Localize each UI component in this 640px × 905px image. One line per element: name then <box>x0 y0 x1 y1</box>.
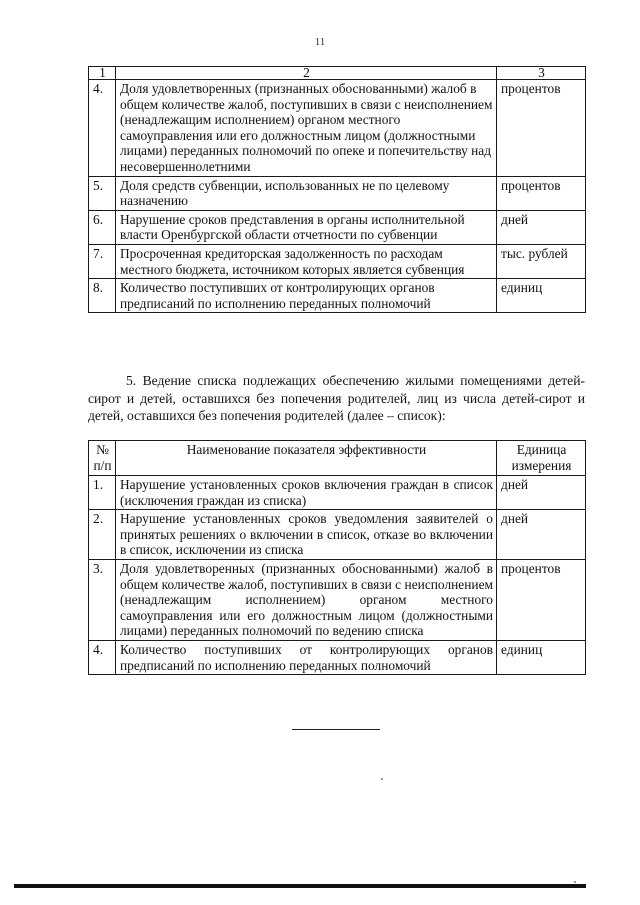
end-separator-line <box>292 729 380 730</box>
column-number-3: 3 <box>497 67 586 80</box>
table-row <box>89 476 586 510</box>
row-number: 4. <box>89 80 116 177</box>
table-row <box>89 559 586 640</box>
table-row <box>89 176 586 210</box>
row-number: 2. <box>89 510 116 560</box>
table-row <box>89 80 586 177</box>
row-indicator-text: Количество поступивших от контролирующих органов предписаний по исполнению переданных полномочий <box>116 640 497 674</box>
header-indicator-name: Наименование показателя эффективности <box>116 441 497 476</box>
page-number: 11 <box>314 36 326 48</box>
row-number: 4. <box>89 640 116 674</box>
row-unit: дней <box>497 510 586 560</box>
row-unit: процентов <box>497 176 586 210</box>
row-unit: процентов <box>497 559 586 640</box>
table-header-row <box>89 441 586 476</box>
column-number-1: 1 <box>89 67 116 80</box>
row-unit: дней <box>497 210 586 244</box>
row-number: 3. <box>89 559 116 640</box>
housing-list-indicators-table <box>88 440 586 675</box>
row-indicator-text: Нарушение установленных сроков включения граждан в список (исключения граждан из списка) <box>116 476 497 510</box>
header-unit: Единица измерения <box>497 441 586 476</box>
row-number: 1. <box>89 476 116 510</box>
section-5-paragraph: 5. Ведение списка подлежащих обеспечению жилыми помещениями детей-сирот и детей, оставшихся без попечения родителей, лиц из числа детей-сирот и детей, оставшихся без попечения родителей (далее – список): <box>88 373 585 423</box>
row-indicator-text: Нарушение сроков представления в органы исполнительной власти Оренбургской области отчетности по субвенции <box>116 210 497 244</box>
row-indicator-text: Доля средств субвенции, использованных не по целевому назначению <box>116 176 497 210</box>
scan-speck <box>381 778 383 780</box>
table-row <box>89 510 586 560</box>
scan-speck <box>574 881 576 883</box>
row-number: 5. <box>89 176 116 210</box>
row-unit: тыс. рублей <box>497 244 586 278</box>
table-row <box>89 244 586 278</box>
row-unit: дней <box>497 476 586 510</box>
row-number: 6. <box>89 210 116 244</box>
row-indicator-text: Доля удовлетворенных (признанных обоснованными) жалоб в общем количестве жалоб, поступивших в связи с неисполнением (ненадлежащим исполнением) органом местного самоуправления или его должностным лицом (должностными лицами) переданных полномочий по опеке и попечительству над несовершеннолетними <box>116 80 497 177</box>
row-indicator-text: Количество поступивших от контролирующих органов предписаний по исполнению переданных полномочий <box>116 279 497 313</box>
row-unit: процентов <box>497 80 586 177</box>
row-unit: единиц <box>497 279 586 313</box>
row-indicator-text: Доля удовлетворенных (признанных обоснованными) жалоб в общем количестве жалоб, поступивших в связи с неисполнением (ненадлежащим исполнением) органом местного самоуправления или его должностным лицом (должностными лицами) переданных полномочий по ведению списка <box>116 559 497 640</box>
header-number: № п/п <box>89 441 116 476</box>
row-indicator-text: Просроченная кредиторская задолженность по расходам местного бюджета, источником которых является субвенция <box>116 244 497 278</box>
row-number: 8. <box>89 279 116 313</box>
indicators-table-continued <box>88 66 586 313</box>
scan-edge-bar <box>14 884 586 888</box>
table-row <box>89 279 586 313</box>
column-number-2: 2 <box>116 67 497 80</box>
table-header-row <box>89 67 586 80</box>
table-row <box>89 210 586 244</box>
table-row <box>89 640 586 674</box>
row-indicator-text: Нарушение установленных сроков уведомления заявителей о принятых решениях о включении в список, отказе во включении в список, исключении из списка <box>116 510 497 560</box>
row-unit: единиц <box>497 640 586 674</box>
row-number: 7. <box>89 244 116 278</box>
